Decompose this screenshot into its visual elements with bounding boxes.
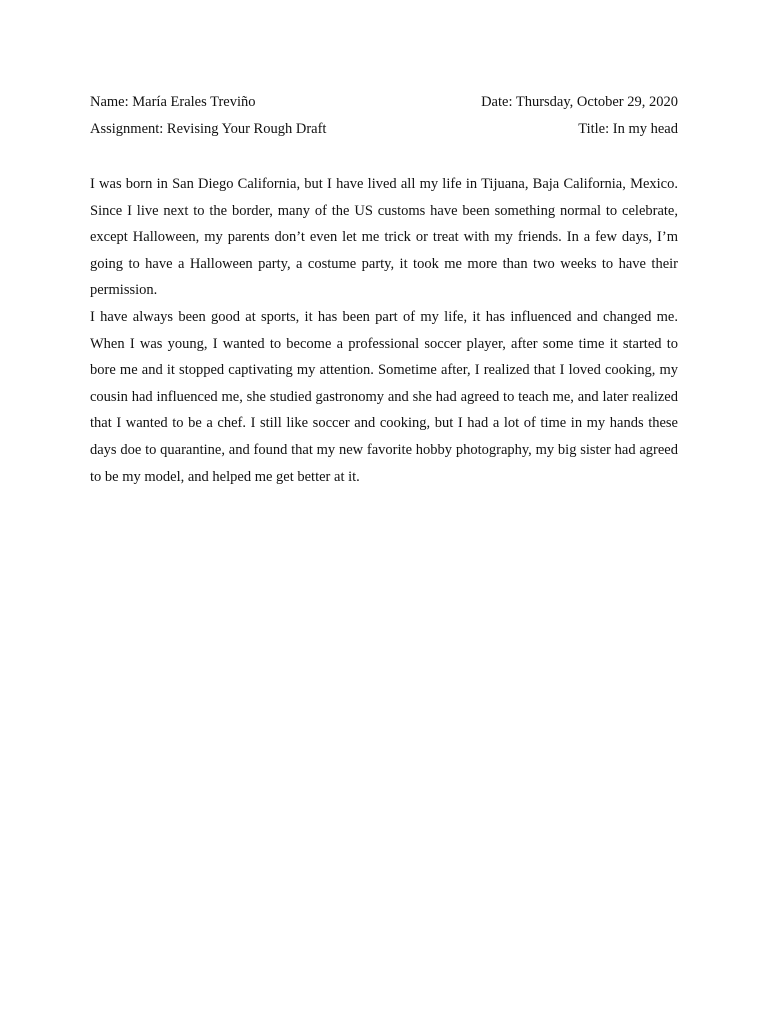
document-title: Title: In my head bbox=[578, 121, 678, 137]
student-name: Name: María Erales Treviño bbox=[90, 94, 256, 110]
document-date: Date: Thursday, October 29, 2020 bbox=[481, 94, 678, 110]
assignment-label: Assignment: Revising Your Rough Draft bbox=[90, 121, 327, 137]
essay-body bbox=[90, 171, 678, 490]
header-row-assignment-title bbox=[90, 120, 678, 138]
paragraph: I was born in San Diego California, but I have lived all my life in Tijuana, Baja California, Mexico. Since I live next to the border, many of the US customs have been something normal to celebrate, except Halloween, my parents don’t even let me trick or treat with my friends. In a few days, I’m going to have a Halloween party, a costume party, it took me more than two weeks to have their permission. bbox=[90, 176, 678, 299]
paragraph: I have always been good at sports, it has been part of my life, it has influenced and changed me. When I was young, I wanted to become a professional soccer player, after some time it started to bore me and it stopped captivating my attention. Sometime after, I realized that I loved cooking, my cousin had influenced me, she studied gastronomy and she had agreed to teach me, and later realized that I wanted to be a chef. I still like soccer and cooking, but I had a lot of time in my hands these days doe to quarantine, and found that my new favorite hobby photography, my big sister had agreed to be my model, and helped me get better at it. bbox=[90, 308, 678, 485]
header-row-name-date bbox=[90, 93, 678, 111]
